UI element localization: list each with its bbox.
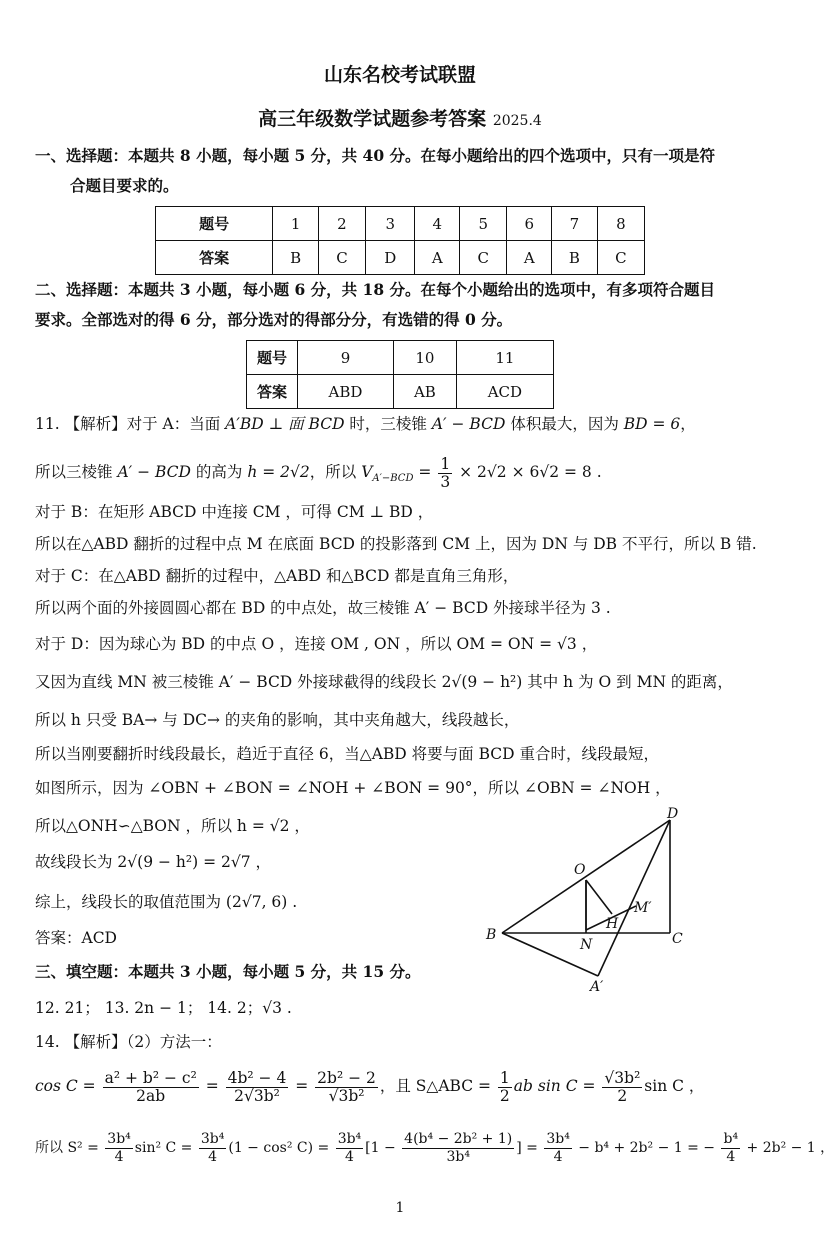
section3-heading: 三、填空题：本题共 3 小题，每小题 5 分，共 15 分。 [35,962,421,981]
label-M-prime: M′ [634,900,652,916]
q14-g1-tail: sin² C = [134,1140,197,1156]
q11-line-2j: × 2√2 × 6√2 = 8 . [454,463,602,481]
table-cell: C [318,241,365,275]
q14-g2-tail: (1 − cos² C) = [228,1140,334,1156]
section2-heading: 二、选择题：本题共 3 小题，每小题 6 分，共 18 分。在每个小题给出的选项中，有多项符合题目 [35,280,716,299]
doc-date: 2025.4 [492,113,542,129]
q11-volume-subscript: A′−BCD [372,473,414,485]
fraction-numerator: 3b⁴ [546,1130,570,1147]
fraction-denominator: 4 [344,1148,354,1165]
q14-g5-tail: − b⁴ + 2b² − 1 = − [573,1140,720,1156]
doc-title [0,104,800,131]
table-cell: 3 [366,207,415,241]
table-cell: C [460,241,507,275]
section1-heading-cont: 合题目要求的。 [70,176,179,195]
q11-line-1 [35,414,696,434]
label-A-prime: A′ [590,979,604,995]
table-cell: B [552,241,598,275]
q11-line-8: 又因为直线 MN 被三棱锥 A′ − BCD 外接球截得的线段长 2√(9 − h²) 其中 h 为 O 到 MN 的距离， [35,673,733,691]
label-H: H [606,916,619,932]
fraction [315,1070,378,1105]
doc-title-text: 高三年级数学试题参考答案 [258,108,487,130]
q14-g3-tail: [1 − [365,1140,401,1156]
table-row [156,241,645,275]
q11-line-13: 故线段长为 2√(9 − h²) = 2√7 ， [35,853,272,871]
q11-line-2c: 的高为 [190,463,248,481]
table-cell: AB [393,375,456,409]
fraction [438,456,452,491]
q14-cos-lhs: cos C = [35,1077,101,1095]
fraction-denominator: 4 [208,1148,218,1165]
q14-g6-tail: + 2b² − 1 ， [742,1140,834,1156]
table-row [247,375,554,409]
q11-line-1d: A′ − BCD [431,415,506,433]
section1-heading: 一、选择题：本题共 8 小题，每小题 5 分，共 40 分。在每小题给出的四个选项中，只有一项是符 [35,146,716,165]
fraction [602,1070,642,1105]
row-header: 题号 [156,207,273,241]
fraction [226,1070,289,1105]
fraction [402,1131,514,1166]
q11-line-6: 所以两个面的外接圆圆心都在 BD 的中点处，故三棱锥 A′ − BCD 外接球半径为 3 . [35,599,611,617]
table-cell: 9 [298,341,394,375]
line-OH [586,880,612,914]
table-cell: ABD [298,375,394,409]
fraction-numerator: √3b² [604,1068,641,1087]
fraction-numerator: 3b⁴ [107,1130,131,1147]
fraction-denominator: 2 [499,1086,510,1105]
q14-cos-line: cos C = $\frac{\text{a² + b² − c²}}{2ab}$ = $\frac{\text{4b² − 4}}{\text{2√3b²}}$ = $\frac{\text{2b² − 2}}{\text{√3b²}}$ ，且 S△ABC = $\frac{1}{2}$ ab sin C = $\frac{\text{√3b²}}{2}$ sin C ， [35,1068,705,1105]
fraction [336,1131,363,1166]
table-cell: ACD [456,375,553,409]
q11-line-10: 所以当刚要翻折时线段最长，趋近于直径 6，当△ABD 将要与面 BCD 重合时，线段最短， [35,745,659,763]
q11-line-2 [35,455,602,496]
table-cell: 11 [456,341,553,375]
org-title: 山东名校考试联盟 [323,64,476,86]
table-cell: 7 [552,207,598,241]
fraction-numerator: 3b⁴ [200,1130,225,1147]
table-row [247,341,554,375]
q14-mid2: ab sin C = [513,1077,601,1095]
fraction-denominator: 2 [617,1086,628,1105]
label-D: D [667,806,679,822]
fraction [105,1131,132,1166]
table-cell: 4 [415,207,460,241]
table-cell: A [507,241,552,275]
table-cell: A [415,241,460,275]
q11-volume-symbol: V [361,463,373,481]
fraction [103,1070,199,1105]
fraction-numerator: 4b² − 4 [227,1068,287,1087]
fraction [199,1131,226,1166]
geometry-figure [484,806,700,995]
fraction-numerator: 1 [499,1068,510,1087]
q14-line-1: 14. 【解析】（2）方法一： [35,1033,222,1051]
table-cell: 5 [460,207,507,241]
fraction-denominator: √3b² [328,1086,365,1105]
q14-mid: ，且 S△ABC = [379,1077,496,1095]
table-cell: 1 [273,207,319,241]
q11-line-4: 所以在△ABD 翻折的过程中点 M 在底面 BCD 的投影落到 CM 上，因为 DN 与 DB 不平行，所以 B 错. [35,535,757,553]
q11-line-1f: BD = 6 [623,415,681,433]
label-N: N [580,937,593,953]
fraction-denominator: 3b⁴ [446,1148,470,1165]
fraction [544,1131,571,1166]
fraction-numerator: 3b⁴ [337,1130,362,1147]
row-header: 题号 [247,341,298,375]
q11-line-2e: ，所以 [309,463,362,481]
table-cell: 8 [597,207,644,241]
table-cell: 6 [507,207,552,241]
page-number: 1 [395,1200,405,1216]
q11-line-1c: 时，三棱锥 [344,415,432,433]
row-header: 答案 [247,375,298,409]
q11-line-5: 对于 C：在△ABD 翻折的过程中，△ABD 和△BCD 都是直角三角形， [35,567,519,585]
q11-line-9: 所以 h 只受 BA→ 与 DC→ 的夹角的影响，其中夹角越大，线段越长， [35,711,520,729]
fraction-numerator: b⁴ [723,1130,739,1147]
q11-line-11: 如图所示，因为 ∠OBN + ∠BON = ∠NOH + ∠BON = 90°，所以 ∠OBN = ∠NOH ， [35,779,671,797]
fraction-numerator: 2b² − 2 [317,1068,376,1087]
table-cell: 2 [318,207,365,241]
q11-answer: 答案：ACD [35,929,117,947]
fraction-denominator: 4 [726,1148,736,1165]
fraction [721,1131,740,1166]
row-header: 答案 [156,241,273,275]
q11-line-2h: = [413,463,437,481]
q11-line-2d: h = 2√2 [247,463,310,481]
fill-in-answers: 12. 21； 13. 2n − 1； 14. 2；√3 . [35,999,292,1017]
label-O: O [574,862,586,878]
q11-line-7: 对于 D：因为球心为 BD 的中点 O ，连接 OM , ON ，所以 OM = ON = √3 ， [35,635,598,653]
q11-line-1a: 11. 【解析】对于 A：当面 [35,415,226,433]
q14-g4-tail: ] = [516,1140,543,1156]
section2-heading-cont: 要求。全部选对的得 6 分，部分选对的得部分分，有选错的得 0 分。 [35,310,513,329]
fraction-numerator: a² + b² − c² [104,1068,197,1087]
q11-line-14: 综上，线段长的取值范围为 (2√7, 6) . [35,893,298,911]
q11-line-1e: 体积最大，因为 [505,415,624,433]
table-row [156,207,645,241]
fraction-denominator: 4 [553,1148,563,1165]
fraction-numerator: 4(b⁴ − 2b² + 1) [404,1130,513,1147]
q14-end: sin C ， [644,1077,705,1095]
fraction-denominator: 2ab [136,1086,166,1105]
fraction-numerator: 1 [440,454,451,473]
label-B: B [486,927,497,943]
fraction [498,1070,512,1105]
table-cell: C [597,241,644,275]
q14-s-lhs: 所以 S² = [35,1140,104,1156]
q11-line-2b: A′ − BCD [117,463,191,481]
q11-line-2a: 所以三棱锥 [35,463,118,481]
table-cell: D [366,241,415,275]
fraction-denominator: 2√3b² [234,1086,280,1105]
q11-line-1b: A′BD ⊥ 面 BCD [225,415,345,433]
table-cell: 10 [393,341,456,375]
label-C: C [672,931,683,947]
q11-line-3: 对于 B：在矩形 ABCD 中连接 CM ，可得 CM ⊥ BD ， [35,503,434,521]
answer-table-2 [246,340,554,409]
table-cell: B [273,241,319,275]
q11-line-1g: ， [680,415,696,433]
q14-s-line [35,1128,834,1168]
answer-table-1 [155,206,645,275]
q11-line-12: 所以△ONH∽△BON ，所以 h = √2 ， [35,817,310,835]
fraction-denominator: 4 [114,1148,124,1165]
fraction-denominator: 3 [440,472,451,491]
